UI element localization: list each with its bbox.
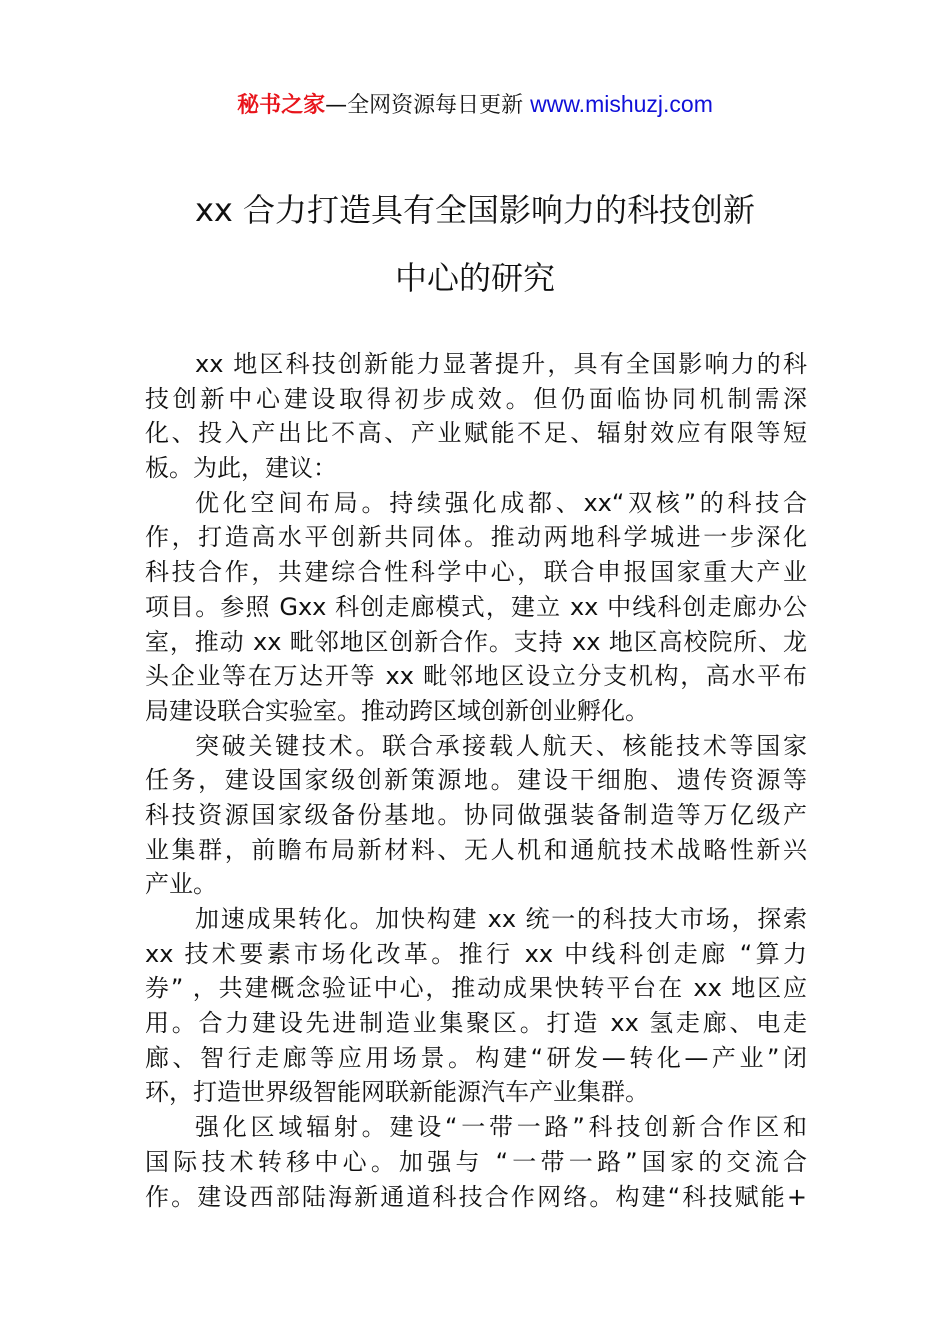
paragraph-line: 科技资源国家级备份基地。协同做强装备制造等万亿级产: [145, 800, 807, 829]
paragraph-line: xx 地区科技创新能力显著提升，具有全国影响力的科: [195, 350, 807, 378]
paragraph-line: 局建设联合实验室。推动跨区域创新创业孵化。: [145, 696, 649, 725]
paragraph-line: 业集群，前瞻布局新材料、无人机和通航技术战略性新兴: [145, 835, 807, 864]
paragraph-line: 廊、智行走廊等应用场景。构建“研发—转化—产业”闭: [145, 1043, 807, 1072]
paragraph-line: 用。合力建设先进制造业集聚区。打造 xx 氢走廊、电走: [145, 1009, 807, 1038]
paragraph-line: 板。为此，建议：: [145, 454, 337, 483]
paragraph-line: 技创新中心建设取得初步成效。但仍面临协同机制需深: [145, 384, 807, 413]
paragraph-line: 环，打造世界级智能网联新能源汽车产业集群。: [145, 1078, 649, 1107]
paragraph: [145, 486, 807, 729]
paragraph-line: 优化空间布局。持续强化成都、xx“双核”的科技合: [195, 488, 807, 517]
paragraph-line: 作，打造高水平创新共同体。推动两地科学城进一步深化: [145, 523, 807, 552]
paragraph-line: 作。建设西部陆海新通道科技合作网络。构建“科技赋能+: [145, 1182, 807, 1211]
paragraph: [145, 902, 807, 1110]
paragraph-line: 项目。参照 Gxx 科创走廊模式，建立 xx 中线科创走廊办公: [145, 592, 807, 621]
paragraph-line: 国际技术转移中心。加强与 “一带一路”国家的交流合: [145, 1147, 807, 1176]
document-body: [145, 347, 807, 1214]
paragraph-line: 强化区域辐射。建设“一带一路”科技创新合作区和: [195, 1113, 807, 1142]
paragraph-line: xx 技术要素市场化改革。推行 xx 中线科创走廊 “算力: [145, 939, 807, 968]
paragraph: [145, 347, 807, 486]
site-url-link[interactable]: www.mishuzj.com: [530, 91, 713, 117]
paragraph-line: 突破关键技术。联合承接载人航天、核能技术等国家: [195, 731, 807, 760]
site-brand: 秘书之家: [237, 93, 326, 118]
document-title-line-1: xx 合力打造具有全国影响力的科技创新: [194, 191, 756, 229]
paragraph: [145, 729, 807, 902]
paragraph-line: 科技合作，共建综合性科学中心，联合申报国家重大产业: [145, 558, 807, 587]
paragraph-line: 产业。: [145, 870, 217, 899]
site-header: [0, 88, 950, 122]
paragraph-line: 加速成果转化。加快构建 xx 统一的科技大市场，探索: [195, 905, 807, 933]
paragraph: [145, 1110, 807, 1214]
paragraph-line: 任务，建设国家级创新策源地。建设干细胞、遗传资源等: [145, 766, 807, 795]
site-slogan: —全网资源每日更新: [325, 93, 531, 118]
paragraph-line: 券” ，共建概念验证中心，推动成果快转平台在 xx 地区应: [145, 974, 807, 1003]
document-title-line-2: 中心的研究: [394, 259, 555, 297]
paragraph-line: 化、投入产出比不高、产业赋能不足、辐射效应有限等短: [145, 419, 807, 448]
paragraph-line: 室，推动 xx 毗邻地区创新合作。支持 xx 地区高校院所、龙: [145, 627, 807, 656]
paragraph-line: 头企业等在万达开等 xx 毗邻地区设立分支机构，高水平布: [145, 662, 807, 691]
